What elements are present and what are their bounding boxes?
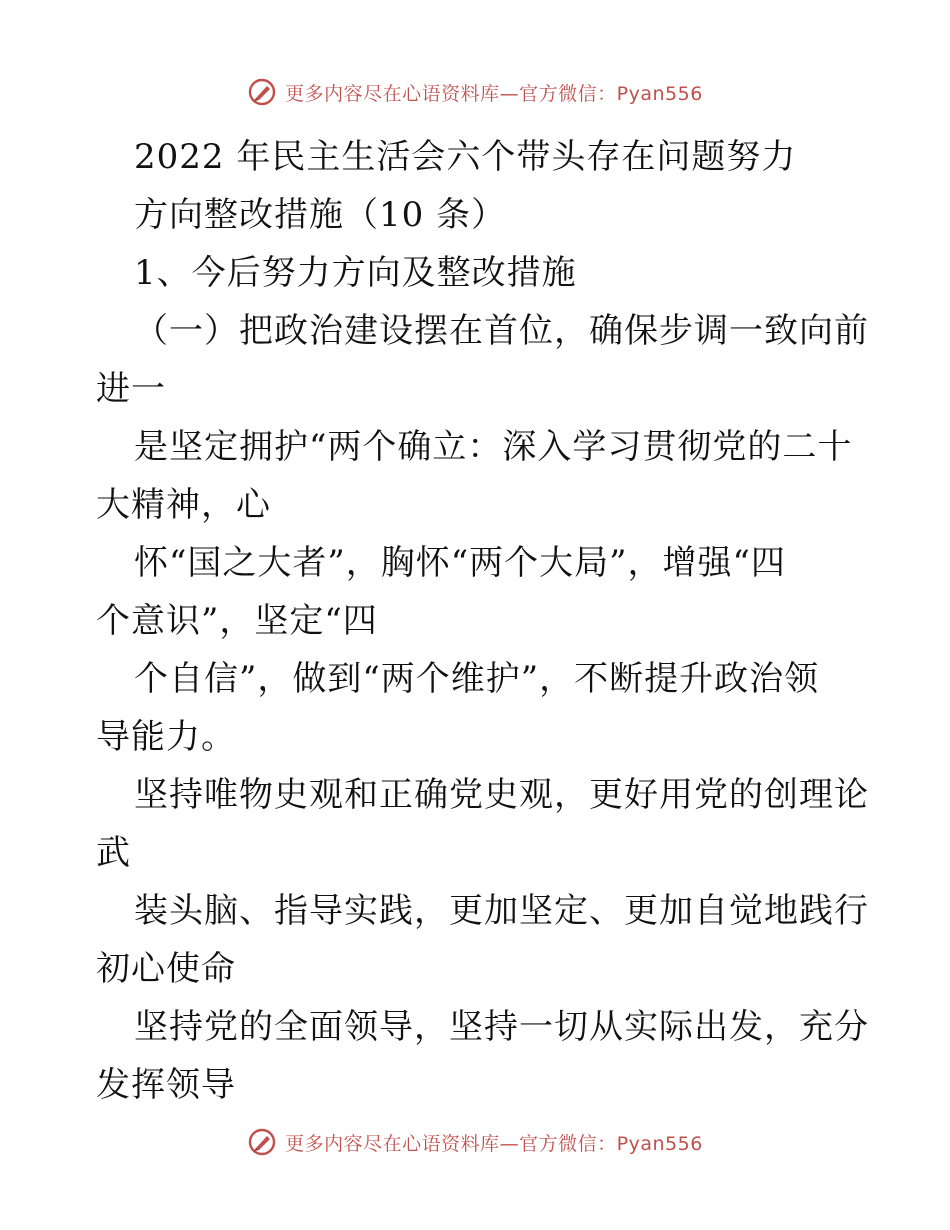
text-line: 导能力。 xyxy=(96,717,236,757)
text-line: 坚持党的全面领导，坚持一切从实际出发，充分 xyxy=(134,1007,869,1047)
document-body xyxy=(96,128,869,1114)
text-line: 武 xyxy=(96,833,131,873)
header-watermark xyxy=(0,72,950,112)
text-line: 个意识”，坚定“四 xyxy=(96,601,378,641)
text-line: 2022 年民主生活会六个带头存在问题努力 xyxy=(134,137,797,177)
pen-logo-icon xyxy=(247,77,277,107)
text-line: 1、今后努力方向及整改措施 xyxy=(134,253,577,293)
watermark-text: 更多内容尽在心语资料库—官方微信：Pyan556 xyxy=(285,1132,703,1155)
footer-watermark xyxy=(0,1122,950,1162)
text-line: 装头脑、指导实践，更加坚定、更加自觉地践行 xyxy=(134,891,869,931)
text-line: 初心使命 xyxy=(96,949,236,989)
watermark-text: 更多内容尽在心语资料库—官方微信：Pyan556 xyxy=(285,82,703,105)
text-line: 方向整改措施（10 条） xyxy=(134,195,507,235)
text-line: 进一 xyxy=(96,369,166,409)
text-line: 怀“国之大者”，胸怀“两个大局”，增强“四 xyxy=(134,543,786,583)
text-line: 坚持唯物史观和正确党史观，更好用党的创理论 xyxy=(134,775,869,815)
text-line: 是坚定拥护“两个确立：深入学习贯彻党的二十 xyxy=(134,427,853,467)
text-line: 发挥领导 xyxy=(96,1065,236,1105)
text-line: 个自信”，做到“两个维护”，不断提升政治领 xyxy=(134,659,820,699)
text-line: 大精神，心 xyxy=(96,485,271,525)
pen-logo-icon xyxy=(247,1127,277,1157)
text-line: （一）把政治建设摆在首位，确保步调一致向前 xyxy=(134,311,869,351)
